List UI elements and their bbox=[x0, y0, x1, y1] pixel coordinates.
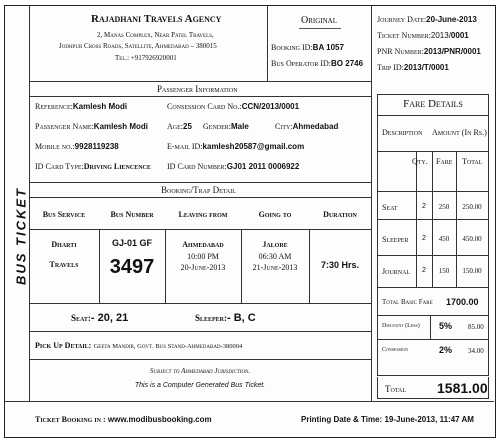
side-label bbox=[11, 176, 31, 296]
ticket-number-row bbox=[377, 31, 469, 40]
bus-service-line1: Dharti bbox=[51, 240, 77, 249]
passenger-section-title: Passenger Information bbox=[157, 84, 238, 94]
mobile-label: Mobile no.: bbox=[35, 142, 75, 151]
fare-item-seat-total: 250.00 bbox=[462, 203, 482, 211]
from-date: 20-June-2013 bbox=[180, 263, 226, 272]
gender-label: Gender: bbox=[203, 122, 231, 131]
reference-value: Kamlesh Modi bbox=[72, 102, 128, 111]
id-type-label: ID Card Type: bbox=[35, 162, 84, 171]
bus-operator-label: Bus Operator ID: bbox=[271, 59, 332, 68]
id-type-value: Driving Liencence bbox=[83, 162, 151, 171]
footer-booking-url: www.modibusbooking.com bbox=[107, 415, 212, 424]
id-number-label: ID Card Number: bbox=[167, 162, 227, 171]
header-bus-number: Bus Number bbox=[110, 210, 154, 219]
fare-item-sleeper-name: Sleeper bbox=[382, 235, 409, 244]
journey-date-label: Journey Date: bbox=[377, 15, 427, 24]
fare-box bbox=[377, 94, 489, 376]
footer-print bbox=[301, 415, 474, 424]
concession-value: CCN/2013/0001 bbox=[241, 102, 300, 111]
age-value: 25 bbox=[183, 122, 192, 131]
seat-value: - 20, 21 bbox=[90, 312, 129, 324]
agency-name: Rajadhani Travels Agency bbox=[91, 13, 222, 25]
trip-id-value: 2013/T/0001 bbox=[403, 63, 449, 72]
fare-qty-label: Qty. bbox=[412, 157, 428, 166]
total-basic-fare-value: 1700.00 bbox=[446, 297, 479, 307]
fare-item-sleeper-total: 450.00 bbox=[462, 235, 482, 243]
mobile-value: 9928119238 bbox=[74, 142, 119, 151]
id-type-row bbox=[35, 162, 151, 171]
fare-fare-label: Fare bbox=[436, 157, 453, 166]
header-leaving-from: Leaving from bbox=[178, 210, 228, 219]
footer-print-value: 19-June-2013, 11:47 AM bbox=[384, 415, 474, 424]
gender-value: Male bbox=[231, 122, 249, 131]
header-duration: Duration bbox=[323, 210, 357, 219]
footer-print-label: Printing Date & Time: bbox=[301, 415, 383, 424]
reference-label: Reference: bbox=[35, 102, 73, 111]
side-label-text: BUS TICKET bbox=[13, 187, 29, 285]
fare-item-seat-name: Seat bbox=[382, 203, 398, 212]
id-number-row bbox=[167, 162, 299, 171]
city-value: Ahmedabad bbox=[292, 122, 339, 131]
fare-item-journal-qty: 2 bbox=[422, 267, 426, 274]
journey-date-value: 20-June-2013 bbox=[426, 15, 477, 24]
to-city: Jalore bbox=[262, 240, 288, 249]
passenger-name-label: Passenger Name: bbox=[35, 122, 94, 131]
total-basic-fare-label: Total Basic Fare bbox=[382, 298, 433, 306]
ticket-number-value: 0001 bbox=[450, 31, 469, 40]
bus-number-prefix: GJ-01 GF bbox=[111, 238, 152, 248]
bus-number-value: 3497 bbox=[109, 256, 155, 278]
agency-phone: Tel.: +917926920001 bbox=[115, 54, 177, 62]
ticket-number-label: Ticket Number: bbox=[377, 31, 431, 40]
booking-id-value: BA 1057 bbox=[312, 43, 344, 52]
fare-item-sleeper-qty: 2 bbox=[422, 235, 426, 242]
pnr-row bbox=[377, 47, 481, 56]
trip-id-label: Trip ID: bbox=[377, 63, 404, 72]
footer-booking-label: Ticket Booking in : bbox=[35, 415, 106, 424]
header-bus-service: Bus Service bbox=[42, 210, 86, 219]
from-time: 10:00 PM bbox=[187, 252, 219, 261]
agency-address-line2: Jodhpur Cross Roads, Satellite, Ahmedabad – 380015 bbox=[59, 42, 217, 50]
sleeper-label: Sleeper: bbox=[195, 313, 228, 323]
booking-id-label: Booking ID: bbox=[271, 43, 313, 52]
computer-generated-note: This is a Computer Generated Bus Ticket. bbox=[134, 382, 266, 389]
fare-item-journal-total: 150.00 bbox=[462, 267, 482, 275]
bus-service-line2: Travels bbox=[49, 260, 79, 269]
bus-operator-row bbox=[271, 59, 363, 68]
age-row bbox=[167, 122, 192, 131]
header-going-to: Going to bbox=[258, 210, 292, 219]
city-row bbox=[275, 122, 338, 131]
concession-label: Consession Card No.: bbox=[167, 102, 242, 111]
fare-item-sleeper-fare: 450 bbox=[438, 235, 450, 243]
sleeper-value: - B, C bbox=[227, 312, 256, 324]
fare-item-seat-fare: 250 bbox=[438, 203, 450, 211]
booking-section-title: Booking/Trap Detail bbox=[161, 185, 236, 195]
original-label: Original bbox=[301, 15, 337, 26]
booking-id-row bbox=[271, 43, 344, 52]
trip-id-row bbox=[377, 63, 449, 72]
fare-total-label: Total bbox=[462, 157, 483, 166]
ticket-number-prefix: 2013/ bbox=[430, 31, 451, 40]
grand-total-value: 1581.00 bbox=[437, 380, 488, 396]
city-label: City: bbox=[275, 122, 293, 131]
duration-value: 7:30 Hrs. bbox=[320, 260, 360, 270]
email-value: kamlesh20587@gmail.com bbox=[202, 142, 305, 151]
fare-item-journal-name: Journal bbox=[382, 267, 411, 276]
age-label: Age: bbox=[167, 122, 183, 131]
concession-row bbox=[167, 102, 299, 111]
consession-label: Consession bbox=[382, 347, 409, 353]
passenger-name-row bbox=[35, 122, 148, 131]
from-city: Ahmedabad bbox=[182, 240, 224, 249]
consession-percent: 2% bbox=[439, 345, 453, 355]
fare-details-title: Fare Details bbox=[403, 98, 463, 110]
discount-percent: 5% bbox=[439, 321, 453, 331]
passenger-name-value: Kamlesh Modi bbox=[93, 122, 149, 131]
fare-description-label: Description bbox=[382, 128, 423, 137]
bus-ticket bbox=[4, 5, 496, 438]
pnr-label: PNR Number: bbox=[377, 47, 424, 56]
seat-row bbox=[71, 312, 128, 324]
jurisdiction-note: Subject to Ahmedabad Jurisdiction. bbox=[149, 367, 251, 375]
sleeper-row bbox=[195, 312, 256, 324]
to-date: 21-June-2013 bbox=[252, 263, 298, 272]
fare-amount-label: Amount (In Rs.) bbox=[432, 128, 487, 137]
email-row bbox=[167, 142, 304, 151]
reference-row bbox=[35, 102, 127, 111]
pickup-value: Geeta Mandir, Govt. Bus Stand-Ahmedabad-380004 bbox=[93, 343, 243, 350]
discount-amount: 85.00 bbox=[468, 323, 484, 331]
grand-total-label: Total bbox=[385, 384, 407, 394]
gender-row bbox=[203, 122, 249, 131]
pickup-label: Pick Up Detail: bbox=[35, 341, 92, 350]
bus-operator-value: BO 2746 bbox=[331, 59, 364, 68]
fare-item-seat-qty: 2 bbox=[422, 203, 426, 210]
id-number-value: GJ01 2011 0006922 bbox=[226, 162, 300, 171]
pnr-value: 2013/PNR/0001 bbox=[423, 47, 481, 56]
consession-amount: 34.00 bbox=[468, 347, 484, 355]
fare-item-journal-fare: 150 bbox=[438, 267, 450, 275]
to-time: 06:30 AM bbox=[258, 252, 292, 261]
footer-booking bbox=[35, 415, 212, 424]
pickup-row bbox=[35, 341, 242, 350]
discount-label: Discount (Less) bbox=[382, 323, 420, 329]
seat-label: Seat: bbox=[71, 313, 91, 323]
mobile-row bbox=[35, 142, 119, 151]
agency-address-line1: 2, Manas Complex, Near Patel Travels, bbox=[97, 31, 214, 39]
email-label: E-mail ID: bbox=[167, 142, 203, 151]
journey-date-row bbox=[377, 15, 477, 24]
